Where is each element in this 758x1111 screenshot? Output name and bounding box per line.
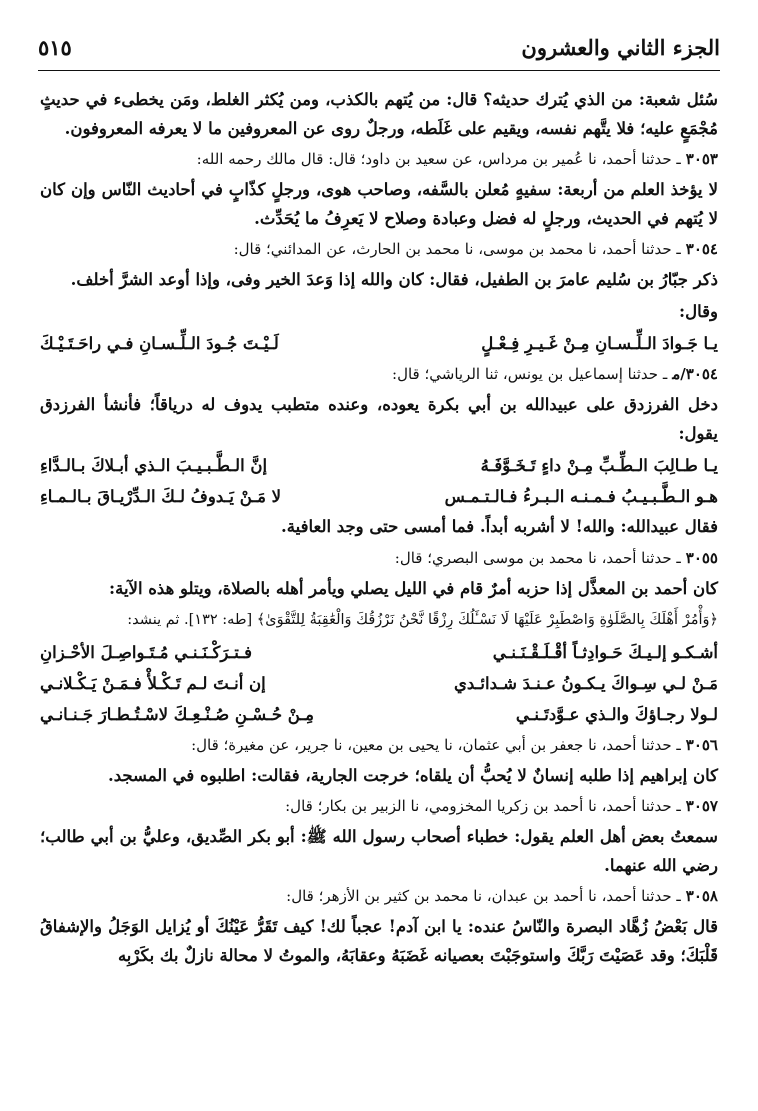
paragraph: سمعتُ بعض أهل العلم يقول: خطباء أصحاب رسول الله ﷺ: أبو بكر الصِّديق، وعليُّ بن أبي طالب؛ رضي الله عنهما. [40,827,718,875]
paragraph: لا يؤخذ العلم من أربعة: سفيهٍ مُعلن بالسَّفه، وصاحب هوى، ورجلٍ كذّابٍ في أحاديث النّاس وإن كان لا يُتهم في الحديث، ورجلٍ له فضل وعبادة وصلاح لا يَعرِفُ ما يُحَدِّث. [40,180,718,228]
verse-first-hemistich: يـا طـالِبَ الـطِّـبِّ مِـنْ داءٍ تَـخَـوَّفَـهُ [480,456,718,475]
chain-text: ـ حدثنا أحمد، نا أحمد بن زكريا المخزومي، نا الزبير بن بكار؛ قال: [285,797,681,815]
verse-first-hemistich: لـولا رجـاؤكَ والـذي عـوَّدتَـنـي [515,704,718,724]
chain-text: ـ حدثنا أحمد، نا أحمد بن عبدان، نا محمد بن كثير بن الأزهر؛ قال: [286,887,681,905]
hadith-number: ٣٠٥٤ [685,240,718,258]
paragraph: ذكر جبّارُ بن سُليم عامرَ بن الطفيل، فقال: كان والله إذا وَعدَ الخير وفى، وإذا أوعد الشرَّ أخلف. [70,270,718,289]
verse-second-hemistich: مِـنْ حُـسْـنِ صُـنْـعِـكَ لاسْـتُـطـارَ جَـنـانـي [40,704,315,724]
chain-text: ـ حدثنا أحمد، نا جعفر بن أبي عثمان، نا يحيى بن معين، نا جرير، عن مغيرة؛ قال: [191,735,681,754]
paragraph: وقال: [679,301,718,321]
hadith-number: ٣٠٥٣ [685,150,718,168]
page-number: ٥١٥ [38,34,72,60]
running-title: الجزء الثاني والعشرون [521,34,720,60]
poem-verse [40,482,718,512]
hadith-number: ٣٠٥٧ [685,797,718,815]
page-header [38,30,720,64]
verse-first-hemistich: أشـكـو إلـيـكَ حَـوادِثـاً أقْـلَـقْـنَـنـي [492,642,718,662]
hadith-chain [40,883,718,909]
chain-text: ـ حدثنا أحمد، نا عُمير بن مرداس، عن سعيد بن داود؛ قال: قال مالك رحمه الله: [196,150,681,168]
poem-verse [40,451,718,481]
page-body [40,86,718,973]
poem-verse [40,669,718,699]
hadith-chain [40,793,718,819]
hadith-number: ٣٠٥٨ [685,887,718,905]
paragraph: سُئل شعبة: من الذي يُترك حديثه؟ قال: من يُتهم بالكذب، ومن يُكثر الغلط، ومَن يخطىء في حديثٍ مُجْمَعٍ عليه؛ فلا يتَّهم نفسه، ويقيم على غَلَطه، ورجلٌ روى عن المعروفين ما لا يعرفه المعروفون. [40,90,718,138]
hadith-number: ٣٠٥٥ [685,548,718,567]
chain-text: ـ حدثنا أحمد، نا محمد بن موسى، نا محمد بن الحارث، عن المدائني؛ قال: [233,240,681,258]
verse-first-hemistich: يـا جَـوادَ الـلِّـسـانِ مِـنْ غَـيـرِ فِـعْـلٍ [481,334,718,353]
poem-verse [40,638,718,668]
verse-second-hemistich: إن أنـتَ لـم تَـكْـلأْ فـمَـنْ يَـكْـلانـي [40,673,266,693]
paragraph: فقال عبيدالله: والله! لا أشربه أبداً. فما أمسى حتى وجد العافية. [281,517,718,536]
poem-verse [40,700,718,730]
hadith-chain [40,236,718,262]
quran-verse: ﴿وَأْمُرْ أَهْلَكَ بِالصَّلَوٰةِ وَاصْطَبِرْ عَلَيْهَا لَا نَسْـَٔلُكَ رِزْقًا نَّحْنُ نَرْزُقُكَ وَالْعَٰقِبَةُ لِلتَّقْوَىٰ﴾ [طه: ١٣٢]. ثم ينشد: [127,612,718,628]
verse-first-hemistich: مَـنْ لـي سِـواكَ يـكـونُ عـنـدَ شـدائـدي [453,673,718,693]
paragraph: كان إبراهيم إذا طلبه إنسانٌ لا يُحبُّ أن يلقاه؛ خرجت الجارية، فقالت: اطلبوه في المسجد. [107,765,718,785]
paragraph: دخل الفرزدق على عبيدالله بن أبي بكرة يعوده، وعنده متطبب يدوف له درياقاً؛ فأنشأ الفرزدق يقول: [40,395,718,443]
hadith-chain [40,361,718,387]
hadith-chain [40,732,718,758]
verse-second-hemistich: لَـيْـتَ جُـودَ الـلِّـسـانِ فـي راحَـتَـيْـكَ [40,334,279,353]
verse-second-hemistich: فـتـرَكْـنَـنـي مُـتَـواصِـلَ الأحْـزانِ [40,642,252,662]
poem-verse [40,329,718,359]
chain-text: ـ حدثنا إسماعيل بن يونس، ثنا الرياشي؛ قال: [392,365,668,383]
verse-first-hemistich: هـو الـطَّـبـيـبُ فـمـنـه الـبـرءُ فـالـتـمـس [444,487,718,506]
hadith-chain [40,146,718,172]
paragraph: كان أحمد بن المعذَّل إذا حزبه أمرٌ قام في الليل يصلي ويأمر أهله بالصلاة، ويتلو هذه الآية: [109,578,718,598]
verse-second-hemistich: لا مَـنْ يَـدوفُ لـكَ الـدِّرْيـاقَ بـالـمـاءِ [40,487,282,506]
header-rule [38,70,720,71]
chain-text: ـ حدثنا أحمد، نا محمد بن موسى البصري؛ قال: [394,548,681,567]
verse-second-hemistich: إنَّ الـطَّـبـيـبَ الـذي أبـلاكَ بـالـدَّاءِ [40,456,268,475]
hadith-chain [40,545,718,571]
hadith-number: ٣٠٥٦ [685,735,718,754]
hadith-number: ٣٠٥٤/م [672,365,718,383]
paragraph: قال بَعْضُ زُهَّاد البصرة والنّاسُ عنده: يا ابن آدم! عجباً لك! كيف تَقَرُّ عَيْنُكَ أو يُزايل الوَجَلُ والإشفاقُ قَلْبَكَ؛ وقد عَصَيْتَ رَبَّكَ واستوجَبْتَ بعصيانه غَضَبَهُ وعقابَهُ، والموتُ لا محالة نازلٌ بك بكَرْبِه [40,917,718,965]
